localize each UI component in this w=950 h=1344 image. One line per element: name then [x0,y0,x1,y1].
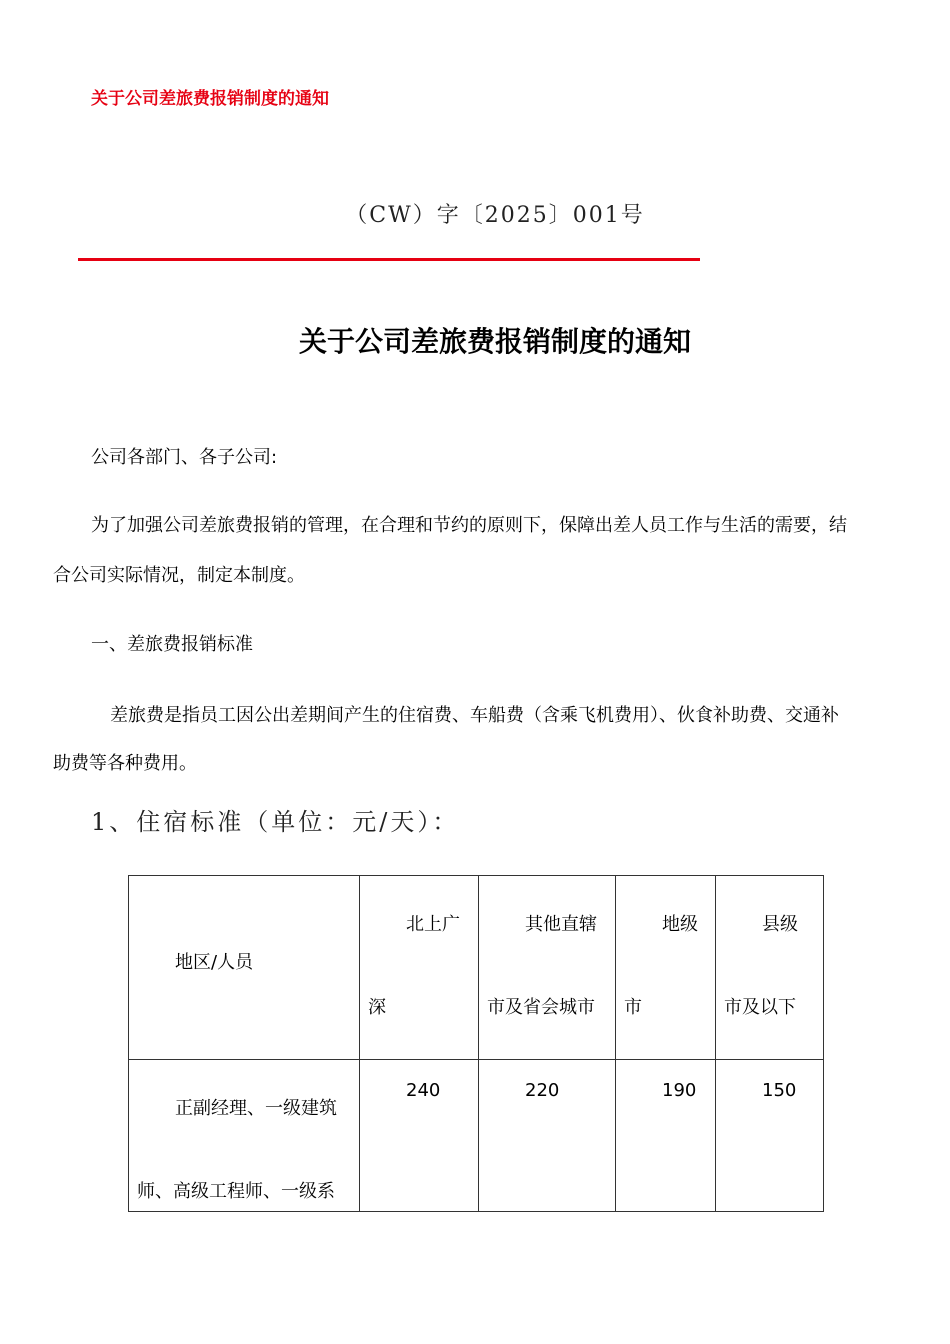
table-header-row [129,876,824,1060]
value-tier3: 190 [662,1080,697,1101]
header-tier1-line2: 深 [368,997,386,1018]
header-cell-tier3 [616,876,716,1060]
intro-line-2: 合公司实际情况，制定本制度。 [53,565,305,586]
intro-line-1: 为了加强公司差旅费报销的管理，在合理和节约的原则下，保障出差人员工作与生活的需要，结 [91,515,847,536]
value-tier2: 220 [525,1080,560,1101]
table-row [129,1060,824,1212]
accommodation-standard-table [128,875,824,1212]
role-line1: 正副经理、一级建筑 [175,1098,337,1119]
header-tier3-line1: 地级 [662,914,698,935]
value-tier1: 240 [406,1080,441,1101]
value-cell-tier4 [716,1060,824,1212]
value-tier4: 150 [762,1080,797,1101]
header-tier4-line2: 市及以下 [724,997,796,1018]
header-cell-tier1 [360,876,479,1060]
header-cell-region [129,876,360,1060]
role-cell [129,1060,360,1212]
subsection-heading: 1、住宿标准（单位：元/天）： [91,808,460,836]
header-tier1-line1: 北上广 [406,914,460,935]
header-cell-tier4 [716,876,824,1060]
header-cell-tier2 [479,876,616,1060]
header-tier3-line2: 市 [624,997,642,1018]
definition-line-1: 差旅费是指员工因公出差期间产生的住宿费、车船费（含乘飞机费用）、伙食补助费、交通补 [110,705,839,726]
document-number: （CW）字〔2025〕001号 [345,203,645,228]
header-tier2-line2: 市及省会城市 [487,997,595,1018]
value-cell-tier3 [616,1060,716,1212]
header-title: 关于公司差旅费报销制度的通知 [91,89,329,109]
definition-line-2: 助费等各种费用。 [53,753,197,774]
document-title: 关于公司差旅费报销制度的通知 [298,325,691,358]
header-label-region: 地区/人员 [175,952,254,973]
role-line2: 师、高级工程师、一级系 [137,1181,335,1202]
value-cell-tier2 [479,1060,616,1212]
salutation: 公司各部门、各子公司: [91,447,278,468]
header-tier4-line1: 县级 [762,914,798,935]
red-divider-line [78,258,700,261]
value-cell-tier1 [360,1060,479,1212]
header-tier2-line1: 其他直辖 [525,914,597,935]
section-heading: 一、差旅费报销标准 [91,634,253,655]
